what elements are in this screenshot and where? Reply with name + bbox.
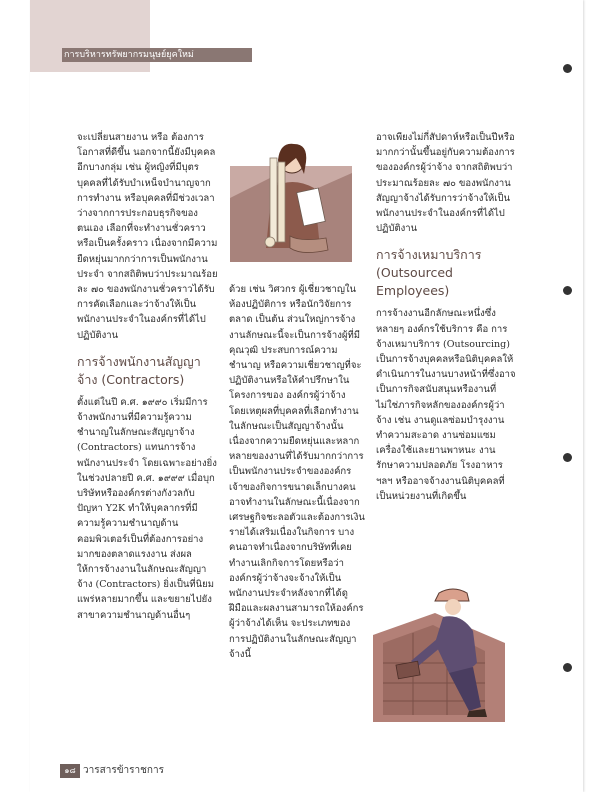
intro-paragraph: จะเปลี่ยนสายงาน หรือ ต้องการโอกาสที่ดีขึ้น นอกจากนี้ยังมีบุคคลอีกบางกลุ่ม เช่น ผู้หญิงที่มีบุตร บุคคลที่ได้รับบำเหน็จบำนาญจากการทำงาน หรือบุคคลที่มีช่วงเวลาว่างจากการประกอบธุรกิจของตนเอง เลือกที่จะทำงานชั่วคราวหรือเป็นครั้งคราว เนื่องจากมีความยืดหยุ่นมากกว่าการเป็นพนักงานประจำ จากสถิติพบว่าประมาณร้อยละ ๗๐ ของพนักงานชั่วคราวได้รับการคัดเลือกและว่าจ้างให้เป็นพนักงานประจำในองค์กรที่ได้ไปปฏิบัติงาน [77, 132, 218, 341]
publication-title: วารสารข้าราชการ [83, 765, 164, 776]
binder-hole-icon [563, 663, 572, 672]
column-middle [229, 282, 365, 662]
binder-hole-icon [563, 286, 572, 295]
contractors-paragraph: ตั้งแต่ในปี ค.ศ. ๑๙๙๐ เริ่มมีการจ้างพนักงานที่มีความรู้ความชำนาญในลักษณะสัญญาจ้าง (Contractors) แทนการจ้างพนักงานประจำ โดยเฉพาะอย่างยิ่งในช่วงปลายปี ค.ศ. ๑๙๙๙ เมื่อบุกบริษัทหรือองค์กรต่างกังวลกับปัญหา Y2K ทำให้บุคลากรที่มีความรู้ความชำนาญด้านคอมพิวเตอร์เป็นที่ต้องการอย่างมากของตลาดแรงงาน ส่งผลให้การจ้างงานในลักษณะสัญญาจ้าง (Contractors) ยิ่งเป็นที่นิยมแพร่หลายมากขึ้น และขยายไปยังสาขาความชำนาญด้านอื่นๆ [77, 396, 217, 621]
woman-holding-blueprints-icon [230, 138, 352, 262]
page-number: ๑๘ [60, 764, 80, 778]
binder-hole-icon [563, 453, 572, 462]
right-intro-paragraph: อาจเพียงไม่กี่สัปดาห์หรือเป็นปีหรือมากกว่านั้นขึ้นอยู่กับความต้องการขององค์กรผู้ว่าจ้าง จากสถิติพบว่าประมาณร้อยละ ๗๐ ของพนักงานสัญญาจ้างได้รับการว่าจ้างให้เป็นพนักงานประจำในองค์กรที่ได้ไปปฏิบัติงาน [376, 132, 515, 235]
worker-with-hard-hat-icon [373, 583, 505, 722]
contractors-heading: การจ้างพนักงานสัญญาจ้าง (Contractors) [77, 353, 201, 387]
column-left [77, 130, 218, 623]
section-title: การบริหารทรัพยากรมนุษย์ยุคใหม่ [64, 50, 194, 60]
outsourced-paragraph: การจ้างงานอีกลักษณะหนึ่งซึ่งหลายๆ องค์กรใช้บริการ คือ การจ้างเหมาบริการ (Outsourcing) เป็นการจ้างบุคคลหรือนิติบุคคลให้ดำเนินการในงานบางหน้าที่ซึ่งอาจเป็นการกิจสนับสนุนหรืองานที่ไม่ใช่ภารกิจหลักขององค์กรผู้ว่าจ้าง เช่น งานดูแลซ่อมบำรุงงานทำความสะอาด งานซ่อมแซมเครื่องใช้และยานพาหนะ งานรักษาความปลอดภัย โรงอาหาร ฯลฯ หรืออาจจ้างงานนิติบุคคลที่เป็นหน่วยงานที่เกิดขึ้น [376, 308, 516, 502]
column-right [376, 130, 516, 504]
binder-hole-icon [563, 64, 572, 73]
middle-paragraph: ด้วย เช่น วิศวกร ผู้เชี่ยวชาญในห้องปฏิบัติการ หรือนักวิจัยการตลาด เป็นต้น ส่วนใหญ่การจ้างงานลักษณะนี้จะเป็นการจ้างผู้ที่มีคุณวุฒิ ประสบการณ์ความชำนาญ หรือความเชี่ยวชาญที่จะปฏิบัติงานหรือให้คำปรึกษาในโครงการของ องค์กรผู้ว่าจ้าง โดยเหตุผลที่บุคคลที่เลือกทำงานในลักษณะเป็นสัญญาจ้างนั้นเนื่องจากความยืดหยุ่นและหลากหลายของงานที่ได้รับมากกว่าการเป็นพนักงานประจำขององค์กร เจ้าของกิจการขนาดเล็กบางคนอาจทำงานในลักษณะนี้เนื่องจากเศรษฐกิจชะลอตัวและต้องการเงินรายได้เสริมเนื่องในกิจการ บางคนอาจทำเนื่องจากบริษัทที่เคยทำงานเลิกกิจการโดยหรือว่าองค์กรผู้ว่าจ้างจะจ้างให้เป็นพนักงานประจำหลังจากที่ได้ดูฝีมือและผลงานสามารถให้องค์กรผู้ว่าจ้างได้เห็น จะประเภทของการปฏิบัติงานในลักษณะสัญญาจ้างนี้ [229, 284, 365, 660]
outsourced-heading: การจ้างเหมาบริการ (Outsourced Employees) [376, 247, 482, 299]
